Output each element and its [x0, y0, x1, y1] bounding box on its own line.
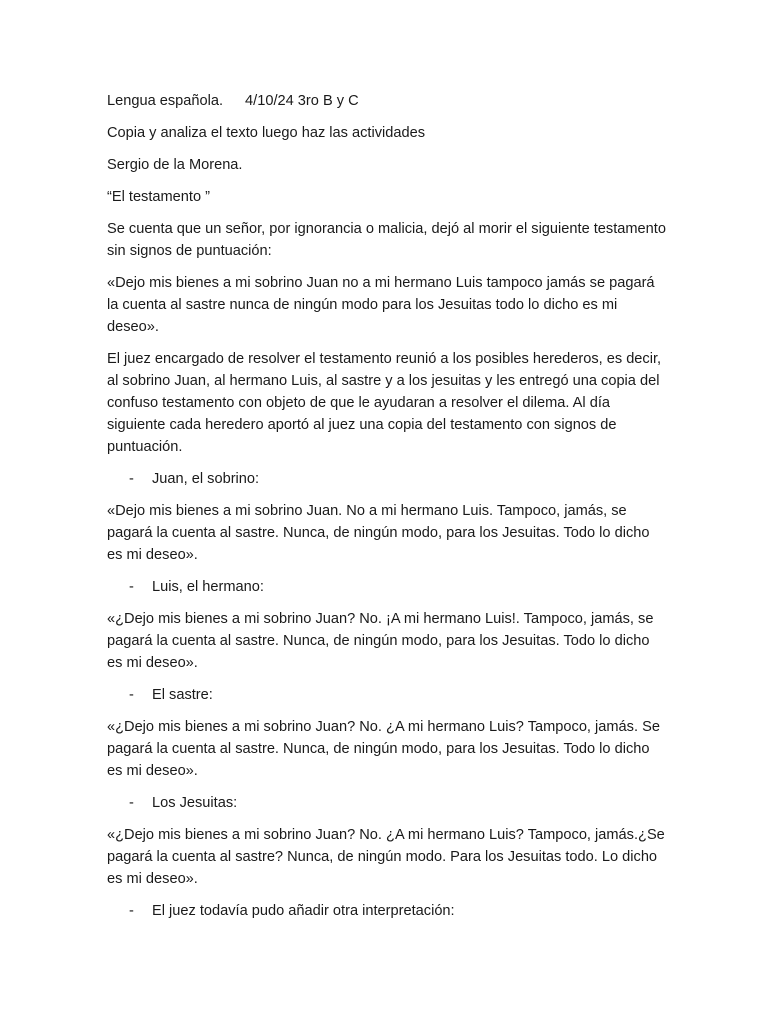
bullet-dash: - — [129, 795, 134, 811]
bullet-dash: - — [129, 471, 134, 487]
bullet-label: Juan, el sobrino: — [152, 471, 260, 487]
instruction-text: Copia y analiza el texto luego haz las actividades — [107, 125, 426, 141]
bullet-item-sastre — [107, 684, 667, 706]
judge-paragraph: El juez encargado de resolver el testamento reunió a los posibles herederos, es decir, al sobrino Juan, al hermano Luis, al sastre y a los jesuitas y les entregó una copia del confuso testamento con objeto de que le ayudaran a resolver el dilema. Al día siguiente cada heredero aportó al juez una copia del testamento con signos de puntuación. — [107, 351, 662, 455]
document-title: “El testamento ” — [107, 189, 211, 205]
intro-paragraph: Se cuenta que un señor, por ignorancia o malicia, dejó al morir el siguiente testamento sin signos de puntuación: — [107, 221, 666, 259]
bullet-label: Luis, el hermano: — [152, 579, 264, 595]
bullet-label: El sastre: — [152, 687, 213, 703]
interpretation-juan: «Dejo mis bienes a mi sobrino Juan. No a mi hermano Luis. Tampoco, jamás, se pagará la cuenta al sastre. Nunca, de ningún modo, para los Jesuitas. Todo lo dicho es mi deseo». — [107, 503, 650, 563]
author-name: Sergio de la Morena. — [107, 157, 243, 173]
interpretation-luis: «¿Dejo mis bienes a mi sobrino Juan? No. ¡A mi hermano Luis!. Tampoco, jamás, se pagará la cuenta al sastre. Nunca, de ningún modo, para los Jesuitas. Todo lo dicho es mi deseo». — [107, 611, 654, 671]
document-page — [107, 90, 667, 932]
subject-label: Lengua española. — [107, 93, 224, 109]
header-line — [107, 90, 667, 112]
bullet-dash: - — [129, 579, 134, 595]
interpretation-sastre: «¿Dejo mis bienes a mi sobrino Juan? No. ¿A mi hermano Luis? Tampoco, jamás. Se pagará la cuenta al sastre. Nunca, de ningún modo, para los Jesuitas. Todo lo dicho es mi deseo». — [107, 719, 660, 779]
original-testament-paragraph: «Dejo mis bienes a mi sobrino Juan no a mi hermano Luis tampoco jamás se pagará la cuenta al sastre nunca de ningún modo para los Jesuitas todo lo dicho es mi deseo». — [107, 275, 655, 335]
bullet-label: Los Jesuitas: — [152, 795, 238, 811]
bullet-item-jesuitas — [107, 792, 667, 814]
bullet-item-luis — [107, 576, 667, 598]
date-class-label: 4/10/24 3ro B y C — [245, 93, 359, 109]
bullet-dash: - — [129, 687, 134, 703]
bullet-dash: - — [129, 903, 134, 919]
bullet-item-juez — [107, 900, 667, 922]
interpretation-jesuitas: «¿Dejo mis bienes a mi sobrino Juan? No. ¿A mi hermano Luis? Tampoco, jamás.¿Se pagará la cuenta al sastre? Nunca, de ningún modo. Para los Jesuitas todo. Lo dicho es mi deseo». — [107, 827, 665, 887]
bullet-label: El juez todavía pudo añadir otra interpretación: — [152, 903, 455, 919]
bullet-item-juan — [107, 468, 667, 490]
